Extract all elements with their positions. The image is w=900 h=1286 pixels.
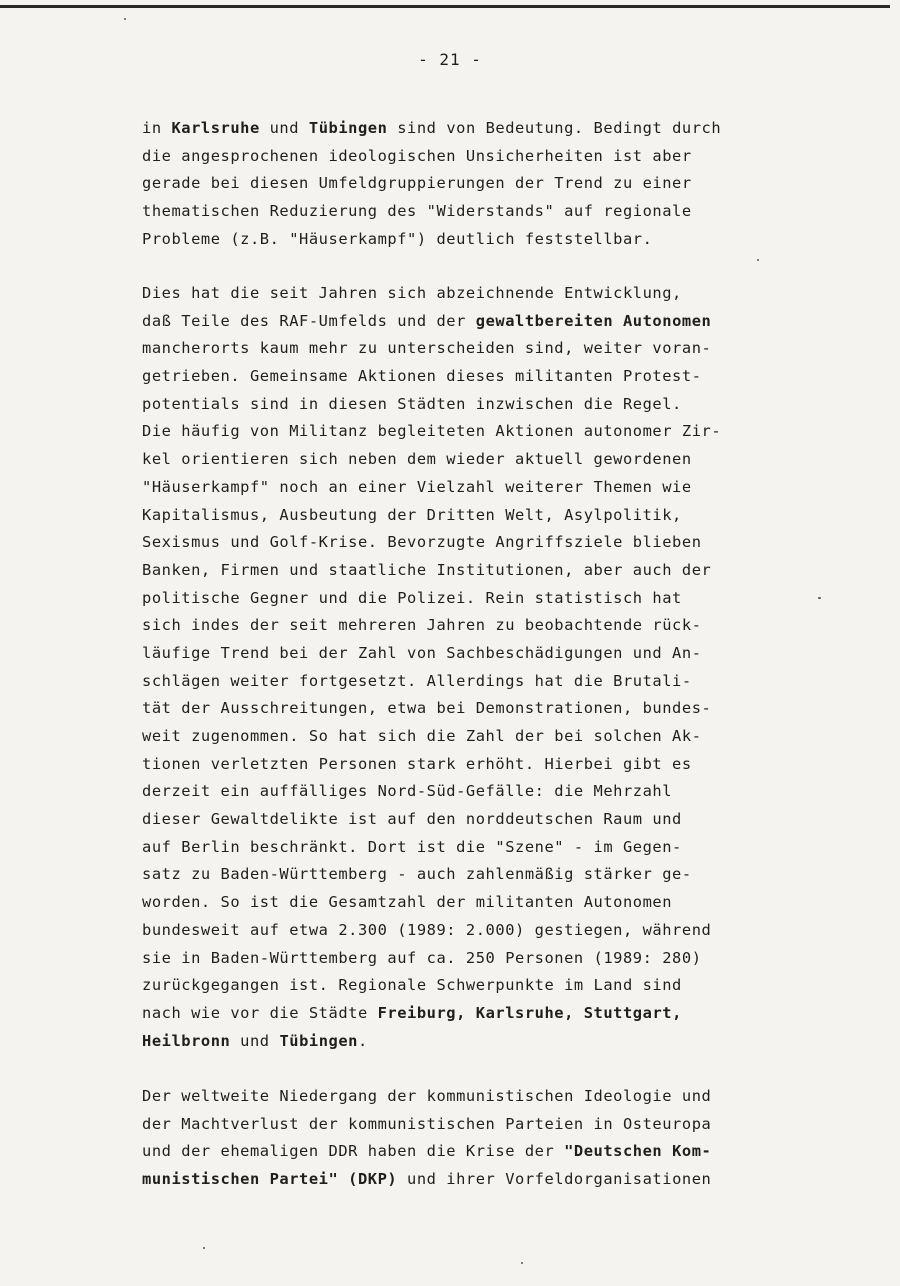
- text-run: satz zu Baden-Württemberg - auch zahlenmäßig stärker ge-: [142, 865, 692, 884]
- bold-run: gewaltbereiten Autonomen: [475, 311, 712, 330]
- text-run: nach wie vor die Städte: [142, 1003, 378, 1022]
- paragraph-2: [142, 280, 721, 1055]
- text-line: [142, 861, 721, 889]
- bold-run: "Deutschen Kom-: [564, 1142, 712, 1161]
- text-line: [142, 308, 721, 336]
- text-line: [142, 917, 721, 945]
- text-line: [142, 695, 721, 723]
- text-run: die angesprochenen ideologischen Unsicherheiten ist aber: [142, 146, 692, 165]
- text-run: tät der Ausschreitungen, etwa bei Demonstrationen, bundes-: [142, 699, 712, 718]
- text-line: [142, 723, 721, 751]
- text-line: [142, 612, 721, 640]
- text-line: [142, 778, 721, 806]
- text-line: [142, 1083, 711, 1111]
- text-run: sie in Baden-Württemberg auf ca. 250 Personen (1989: 280): [142, 948, 702, 967]
- bold-run: Freiburg, Karlsruhe, Stuttgart,: [377, 1003, 682, 1022]
- text-run: worden. So ist die Gesamtzahl der militanten Autonomen: [142, 893, 673, 912]
- text-line: [142, 1166, 711, 1194]
- text-run: mancherorts kaum mehr zu unterscheiden sind, weiter voran-: [142, 339, 712, 358]
- text-line: [142, 363, 721, 391]
- text-line: [142, 668, 721, 696]
- text-run: und: [259, 119, 309, 137]
- scan-speck: [124, 18, 126, 20]
- scan-speck: [203, 1247, 205, 1249]
- text-line: [142, 585, 721, 613]
- text-line: [142, 1000, 721, 1028]
- text-run: Kapitalismus, Ausbeutung der Dritten Welt, Asylpolitik,: [142, 505, 682, 524]
- text-run: Banken, Firmen und staatliche Institutionen, aber auch der: [142, 560, 712, 579]
- text-run: läufige Trend bei der Zahl von Sachbeschädigungen und An-: [142, 643, 702, 662]
- text-run: thematischen Reduzierung des "Widerstands" auf regionale: [142, 202, 692, 221]
- bold-run: munistischen Partei" (DKP): [142, 1170, 398, 1189]
- text-run: daß Teile des RAF-Umfelds und der: [142, 311, 476, 330]
- text-line: [142, 1028, 721, 1056]
- text-run: bundesweit auf etwa 2.300 (1989: 2.000) gestiegen, während: [142, 920, 712, 939]
- text-run: .: [357, 1031, 368, 1050]
- text-run: Probleme (z.B. "Häuserkampf") deutlich feststellbar.: [142, 229, 653, 248]
- text-line: [142, 640, 721, 668]
- text-run: derzeit ein auffälliges Nord-Süd-Gefälle: die Mehrzahl: [142, 782, 673, 801]
- text-run: "Häuserkampf" noch an einer Vielzahl weiterer Themen wie: [142, 477, 692, 496]
- page-number: - 21 -: [418, 50, 482, 69]
- text-line: [142, 335, 721, 363]
- text-run: getrieben. Gemeinsame Aktionen dieses militanten Protest-: [142, 367, 702, 386]
- text-run: und: [230, 1031, 280, 1050]
- text-run: kel orientieren sich neben dem wieder aktuell gewordenen: [142, 450, 692, 469]
- paragraph-1: [142, 115, 721, 253]
- text-run: Die häufig von Militanz begleiteten Aktionen autonomer Zir-: [142, 422, 722, 441]
- text-run: tionen verletzten Personen stark erhöht. Hierbei gibt es: [142, 754, 692, 773]
- text-run: und der ehemaligen DDR haben die Krise der: [142, 1142, 565, 1161]
- text-run: sich indes der seit mehreren Jahren zu beobachtende rück-: [142, 616, 702, 635]
- text-line: [142, 391, 721, 419]
- top-edge-rule: [0, 5, 890, 8]
- text-line: [142, 1138, 711, 1166]
- text-line: [142, 226, 721, 254]
- text-run: politische Gegner und die Polizei. Rein statistisch hat: [142, 588, 682, 607]
- text-line: [142, 1111, 711, 1139]
- scan-speck: [757, 259, 759, 261]
- text-line: [142, 557, 721, 585]
- text-run: Dies hat die seit Jahren sich abzeichnende Entwicklung,: [142, 284, 682, 302]
- scan-speck: [521, 1262, 523, 1264]
- bold-run: Tübingen: [279, 1031, 358, 1050]
- text-run: dieser Gewaltdelikte ist auf den norddeutschen Raum und: [142, 810, 682, 829]
- text-line: [142, 945, 721, 973]
- text-line: [142, 529, 721, 557]
- text-line: [142, 806, 721, 834]
- text-line: [142, 280, 721, 308]
- text-run: und ihrer Vorfeldorganisationen: [397, 1170, 712, 1189]
- text-run: gerade bei diesen Umfeldgruppierungen der Trend zu einer: [142, 174, 692, 193]
- text-line: [142, 972, 721, 1000]
- text-line: [142, 198, 721, 226]
- bold-run: Tübingen: [308, 119, 388, 137]
- text-run: in: [142, 119, 172, 137]
- text-run: zurückgegangen ist. Regionale Schwerpunkte im Land sind: [142, 976, 682, 995]
- text-line: [142, 143, 721, 171]
- scan-speck: [818, 597, 821, 599]
- text-line: [142, 502, 721, 530]
- text-line: [142, 446, 721, 474]
- text-line: [142, 889, 721, 917]
- text-line: [142, 170, 721, 198]
- bold-run: Heilbronn: [142, 1031, 231, 1050]
- text-run: potentials sind in diesen Städten inzwischen die Regel.: [142, 394, 682, 413]
- text-line: [142, 474, 721, 502]
- text-run: schlägen weiter fortgesetzt. Allerdings hat die Brutali-: [142, 671, 692, 690]
- bold-run: Karlsruhe: [171, 119, 260, 137]
- paragraph-3: [142, 1083, 711, 1194]
- text-run: auf Berlin beschränkt. Dort ist die "Szene" - im Gegen-: [142, 837, 682, 856]
- text-run: weit zugenommen. So hat sich die Zahl der bei solchen Ak-: [142, 727, 702, 745]
- text-run: sind von Bedeutung. Bedingt durch: [387, 119, 722, 137]
- text-line: [142, 418, 721, 446]
- text-line: [142, 834, 721, 862]
- text-run: Der weltweite Niedergang der kommunistischen Ideologie und: [142, 1087, 712, 1105]
- text-run: der Machtverlust der kommunistischen Parteien in Osteuropa: [142, 1114, 712, 1133]
- text-run: Sexismus und Golf-Krise. Bevorzugte Angriffsziele blieben: [142, 533, 702, 552]
- text-line: [142, 115, 721, 143]
- text-line: [142, 751, 721, 779]
